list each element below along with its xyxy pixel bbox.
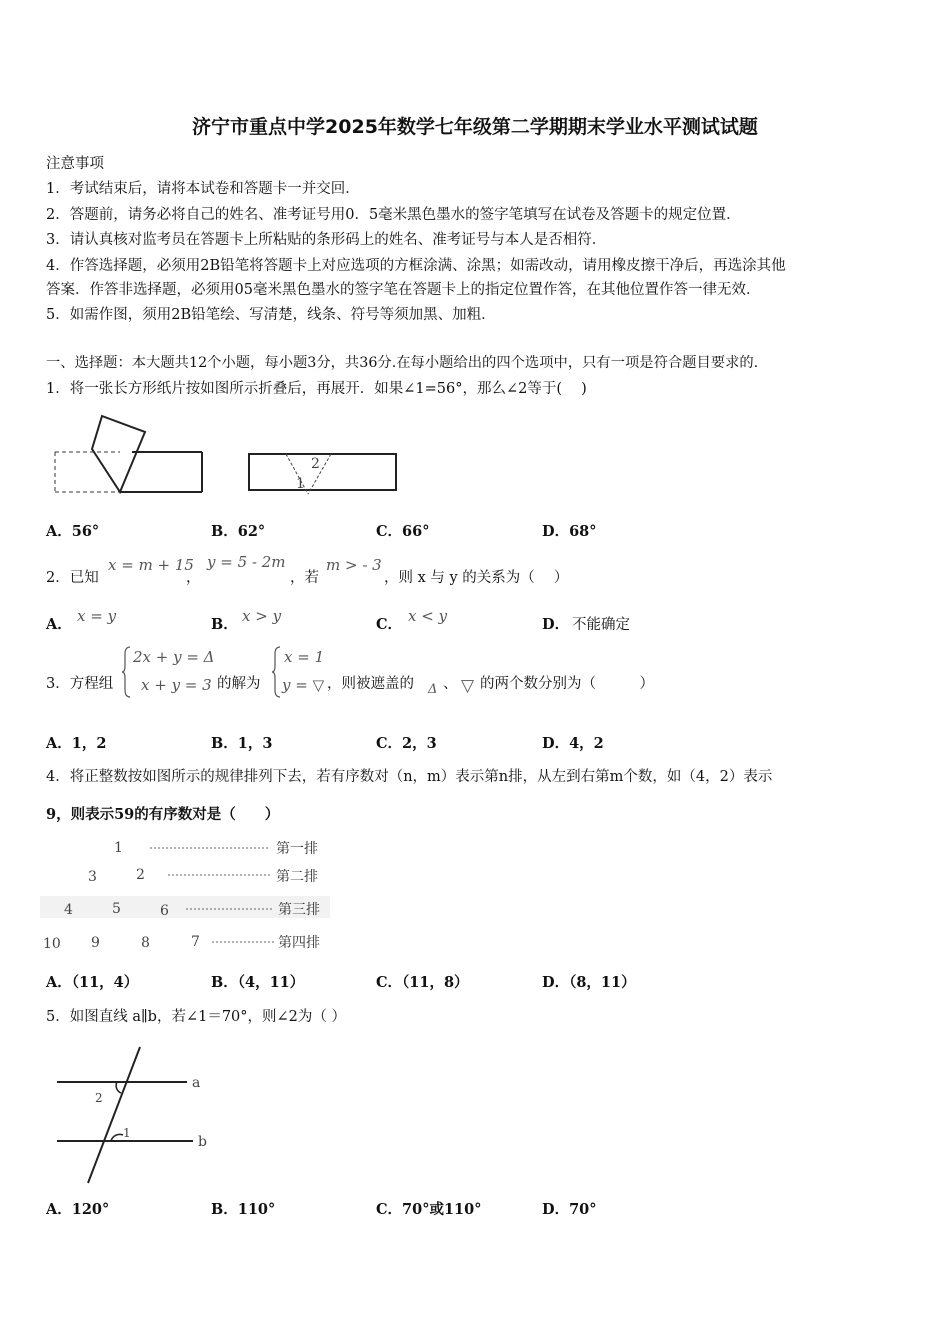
q5-line-a-label: a xyxy=(192,1075,201,1091)
q2-expr3: m > - 3 xyxy=(326,556,382,574)
q2-option-c-label: C． xyxy=(376,616,403,633)
q2-sep1: ， xyxy=(186,570,201,586)
q3-option-c: C．2，3 xyxy=(376,735,437,752)
q2-expr2: y = 5 - 2m xyxy=(207,553,286,571)
q2-suffix: ，则 x 与 y 的关系为（ ） xyxy=(384,570,569,586)
q1-angle1-label: 1 xyxy=(296,476,305,492)
notice-item: 答案．作答非选择题，必须用05毫米黑色墨水的签字笔在答题卡上的指定位置作答，在其他位置作答一律无效． xyxy=(46,282,761,298)
q1-option-a: A．56° xyxy=(46,523,100,540)
q3-eq2: x + y = 3 xyxy=(141,676,212,694)
notice-item: 1．考试结束后，请将本试卷和答题卡一并交回． xyxy=(46,181,360,197)
q4-stem-line2: 9，则表示59的有序数对是（ ） xyxy=(46,806,280,823)
q4-num: 10 xyxy=(43,936,61,952)
q4-num: 5 xyxy=(112,901,121,917)
q5-line-b-label: b xyxy=(198,1134,207,1150)
q2-option-d-label: D． xyxy=(542,616,570,633)
q2-option-d-text: 不能确定 xyxy=(572,617,630,633)
q3-prefix: 3．方程组 xyxy=(46,676,114,692)
q2-option-a-label: A． xyxy=(46,616,72,633)
q4-option-a: A．（11，4） xyxy=(46,974,139,991)
q4-row4-label: 第四排 xyxy=(278,935,320,951)
q5-option-a: A．120° xyxy=(46,1201,110,1218)
q3-sep: 、 xyxy=(443,676,458,692)
q4-option-b: B．（4，11） xyxy=(211,974,305,991)
q4-row2-label: 第二排 xyxy=(276,869,318,885)
q3-after: ，则被遮盖的 xyxy=(327,676,414,692)
q3-sol2: y = ▽ xyxy=(282,676,325,694)
q4-num: 4 xyxy=(64,902,73,918)
section-heading: 一、选择题：本大题共12个小题，每小题3分，共36分.在每小题给出的四个选项中，只有一项是符合题目要求的. xyxy=(46,355,759,371)
q4-num: 1 xyxy=(114,840,123,856)
q2-option-c-math: x < y xyxy=(408,607,448,625)
q5-option-c: C．70°或110° xyxy=(376,1201,482,1218)
q4-num: 9 xyxy=(91,935,100,951)
q3-suffix: 的两个数分别为（ ） xyxy=(480,676,654,692)
q2-option-a-math: x = y xyxy=(77,607,117,625)
q2-sep2: ，若 xyxy=(290,570,319,586)
q3-option-a: A．1，2 xyxy=(46,735,107,752)
q5-figure xyxy=(55,1045,225,1195)
q4-num: 7 xyxy=(191,934,200,950)
notice-item: 4．作答选择题，必须用2B铅笔将答题卡上对应选项的方框涂满、涂黑；如需改动，请用橡皮擦干净后，再选涂其他 xyxy=(46,258,786,274)
q1-option-b: B．62° xyxy=(211,523,266,540)
q4-stem-line1: 4．将正整数按如图所示的规律排列下去，若有序数对（n，m）表示第n排，从左到右第m个数，如（4，2）表示 xyxy=(46,769,773,785)
q5-option-b: B．110° xyxy=(211,1201,276,1218)
q1-figure xyxy=(50,414,410,498)
q4-num: 8 xyxy=(141,935,150,951)
q1-option-c: C．66° xyxy=(376,523,430,540)
q4-option-d: D．（8，11） xyxy=(542,974,636,991)
notice-heading: 注意事项 xyxy=(46,156,104,172)
notice-item: 3．请认真核对监考员在答题卡上所粘贴的条形码上的姓名、准考证号与本人是否相符． xyxy=(46,232,607,248)
q3-option-d: D．4，2 xyxy=(542,735,604,752)
q2-prefix: 2．已知 xyxy=(46,570,99,586)
page-title: 济宁市重点中学2025年数学七年级第二学期期末学业水平测试试题 xyxy=(192,116,758,138)
q1-angle2-label: 2 xyxy=(311,456,320,472)
q4-row1-label: 第一排 xyxy=(276,841,318,857)
q4-num: 6 xyxy=(160,903,169,919)
q4-figure xyxy=(40,834,340,954)
q4-option-c: C．（11，8） xyxy=(376,974,469,991)
q3-mid: 的解为 xyxy=(217,676,261,692)
q4-num: 2 xyxy=(136,867,145,883)
q2-option-b-math: x > y xyxy=(242,607,282,625)
q3-sym2: ▽ xyxy=(461,676,475,696)
q3-sym1: Δ xyxy=(428,682,438,697)
q4-num: 3 xyxy=(88,869,97,885)
q2-expr1: x = m + 15 xyxy=(108,556,194,574)
q3-sol1: x = 1 xyxy=(284,648,325,666)
q3-eq1: 2x + y = Δ xyxy=(133,648,215,666)
q5-option-d: D．70° xyxy=(542,1201,597,1218)
q3-brace-right xyxy=(272,646,282,698)
q4-row3-label: 第三排 xyxy=(278,902,320,918)
q3-brace-left xyxy=(122,646,132,698)
q5-stem: 5．如图直线 a∥b，若∠1＝70°，则∠2为（ ） xyxy=(46,1009,347,1025)
q2-option-b-label: B． xyxy=(211,616,238,633)
q5-angle2-label: 2 xyxy=(95,1091,103,1105)
notice-item: 2．答题前，请务必将自己的姓名、准考证号用0．5毫米黑色墨水的签字笔填写在试卷及答题卡的规定位置． xyxy=(46,207,741,223)
q5-angle1-label: 1 xyxy=(123,1126,131,1140)
q1-option-d: D．68° xyxy=(542,523,597,540)
q1-stem: 1．将一张长方形纸片按如图所示折叠后，再展开．如果∠1=56°，那么∠2等于( ) xyxy=(46,381,587,397)
q3-option-b: B．1，3 xyxy=(211,735,273,752)
notice-item: 5．如需作图，须用2B铅笔绘、写清楚，线条、符号等须加黑、加粗． xyxy=(46,307,496,323)
